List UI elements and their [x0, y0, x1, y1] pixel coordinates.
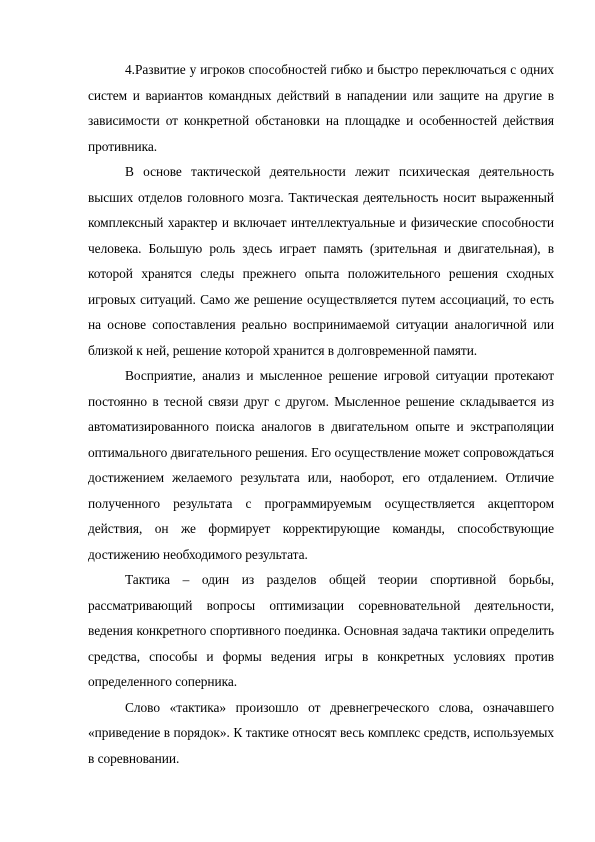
paragraph-word-origin: Слово «тактика» произошло от древнегреческого слова, означавшего «приведение в порядок». К тактике относят весь комплекс средств, используемых в соревновании.	[88, 699, 554, 766]
paragraph-tactical-activity: В основе тактической деятельности лежит психическая деятельность высших отделов головного мозга. Тактическая деятельность носит выраженный комплексный характер и включает интеллектуальные и физические способности человека. Большую роль здесь играет память (зрительная и двигательная), в которой хранятся следы прежнего опыта положительного решения сходных игровых ситуаций. Само же решение осуществляется путем ассоциаций, то есть на основе сопоставления реально воспринимаемой ситуации аналогичной или близкой к ней, решение которой хранится в долговременной памяти.	[88, 164, 554, 358]
paragraph-tactics-definition: Тактика – один из разделов общей теории спортивной борьбы, рассматривающий вопросы оптимизации соревновательной деятельности, ведения конкретного спортивного поединка. Основная задача тактики определить средства, способы и формы ведения игры в конкретных условиях против определенного соперника.	[88, 572, 554, 689]
paragraph-perception-analysis: Восприятие, анализ и мысленное решение игровой ситуации протекают постоянно в тесной связи друг с другом. Мысленное решение складывается из автоматизированного поиска аналогов в двигательном опыте и экстраполяции оптимального двигательного решения. Его осуществление может сопровождаться достижением желаемого результата или, наоборот, его отдалением. Отличие полученного результата с программируемым осуществляется акцептором действия, он же формирует корректирующие команды, способствующие достижению необходимого результата.	[88, 368, 554, 562]
paragraph-skill-switching: 4.Развитие у игроков способностей гибко и быстро переключаться с одних систем и вариантов командных действий в нападении или защите на другие в зависимости от конкретной обстановки на площадке и особенностей действия противника.	[88, 62, 554, 154]
document-body	[88, 57, 554, 771]
